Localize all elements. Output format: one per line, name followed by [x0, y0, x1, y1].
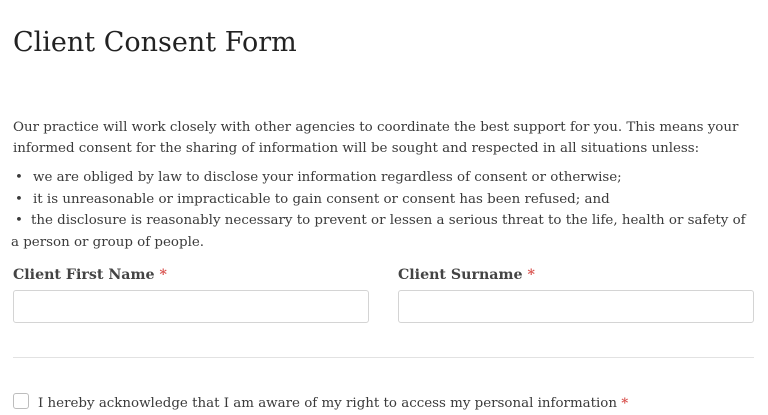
- list-item-text: it is unreasonable or impracticable to gain consent or consent has been refused; and: [33, 191, 610, 207]
- list-item-text: we are obliged by law to disclose your information regardless of consent or otherwise;: [33, 170, 622, 185]
- surname-input[interactable]: [398, 290, 754, 323]
- bullet-icon: •: [15, 213, 23, 228]
- surname-label-text: Client Surname: [398, 267, 523, 283]
- required-indicator: *: [621, 395, 629, 411]
- acknowledge-label[interactable]: [38, 394, 628, 413]
- section-divider: [13, 357, 754, 358]
- list-item-text: the disclosure is reasonably necessary to prevent or lessen a serious threat to the life, health or safety of a person or group of people.: [11, 213, 746, 250]
- required-indicator: *: [159, 267, 167, 283]
- surname-field-group: [398, 265, 754, 323]
- bullet-icon: •: [15, 170, 23, 185]
- list-item: [13, 189, 754, 211]
- acknowledge-row: [13, 393, 754, 415]
- first-name-label-text: Client First Name: [13, 267, 155, 283]
- list-item: [13, 167, 754, 189]
- required-indicator: *: [527, 267, 535, 283]
- first-name-field-group: [13, 265, 369, 323]
- first-name-input[interactable]: [13, 290, 369, 323]
- acknowledge-label-text: I hereby acknowledge that I am aware of my right to access my personal information: [38, 396, 617, 411]
- acknowledge-checkbox[interactable]: [13, 393, 29, 409]
- surname-label: [398, 265, 754, 285]
- first-name-label: [13, 265, 369, 285]
- list-item: [11, 210, 754, 253]
- intro-paragraph: Our practice will work closely with other agencies to coordinate the best support for you. This means your informed consent for the sharing of information will be sought and respected in all situations unless:: [13, 120, 739, 156]
- conditions-list: [13, 167, 754, 253]
- page-title: Client Consent Form: [13, 27, 297, 58]
- bullet-icon: •: [15, 191, 23, 207]
